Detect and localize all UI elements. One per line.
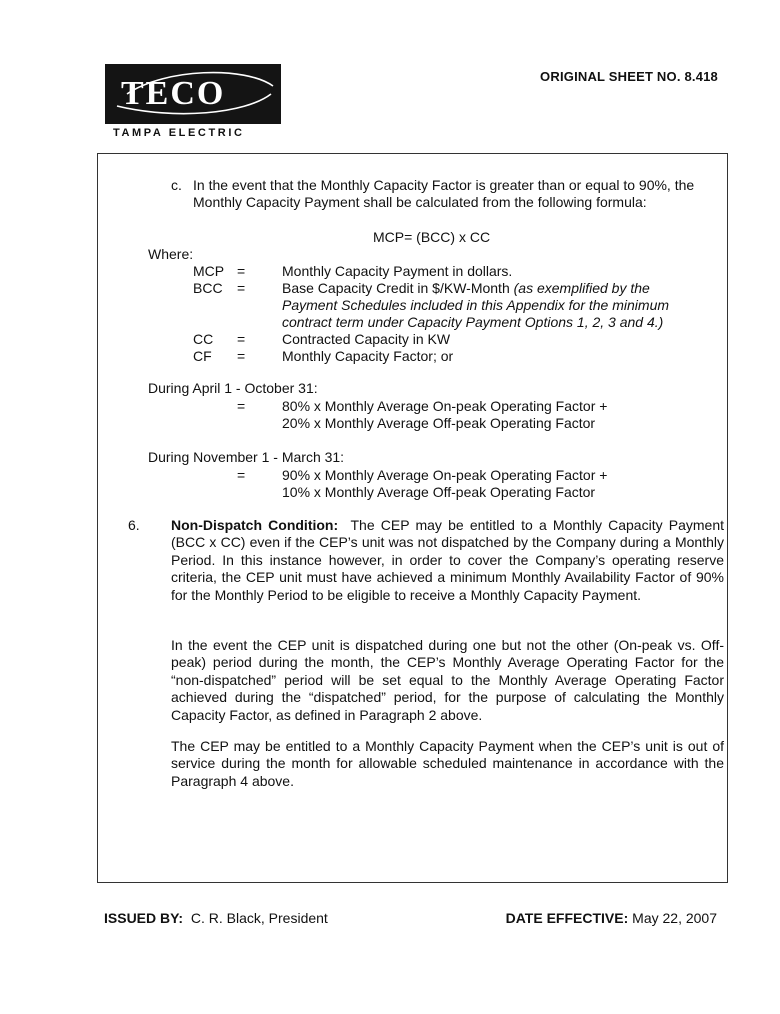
item-c-line2: Monthly Capacity Payment shall be calculated from the following formula: [193,194,647,210]
section-6-paragraph-3: The CEP may be entitled to a Monthly Capacity Payment when the CEP’s unit is out of service during the month for allowable scheduled maintenance in accordance with the Paragraph 4 above. [171,738,724,789]
section-6-paragraph-1 [171,517,724,604]
sheet-number: ORIGINAL SHEET NO. 8.418 [540,69,718,84]
def-term-cc: CC [193,331,214,347]
section-6-number: 6. [128,517,140,533]
company-logo [105,64,281,124]
date-effective [506,910,717,926]
def-eq-cf: = [237,348,246,364]
def-term-cf: CF [193,348,212,364]
logo-subtitle: TAMPA ELECTRIC [113,127,245,139]
period-summer-eq: = [237,398,246,414]
period-summer-line1: 80% x Monthly Average On-peak Operating Factor + [282,398,608,414]
def-text-bcc-line1 [282,280,650,297]
def-term-bcc: BCC [193,280,223,296]
def-eq-mcp: = [237,263,246,279]
def-text-cc: Contracted Capacity in KW [282,331,451,347]
date-effective-label: DATE EFFECTIVE: [505,910,629,926]
item-c-line1: In the event that the Monthly Capacity Factor is greater than or equal to 90%, the [193,177,695,193]
date-effective-value: May 22, 2007 [632,910,717,926]
def-text-mcp: Monthly Capacity Payment in dollars. [282,263,513,279]
issued-by-label: ISSUED BY: [104,910,184,926]
period-winter-eq: = [237,467,246,483]
section-6-heading: Non-Dispatch Condition: [171,517,339,533]
def-text-cf: Monthly Capacity Factor; or [282,348,454,364]
issued-by [104,910,328,926]
period-winter-line1: 90% x Monthly Average On-peak Operating Factor + [282,467,608,483]
section-6-para1-text: The CEP may be entitled to a Monthly Capacity Payment (BCC x CC) even if the CEP’s unit was not dispatched by the Company during a Monthly Period. In this instance however, in order to cover the Company’s operating reserve criteria, the CEP unit must have achieved a minimum Monthly Availability Factor of 90% for the Monthly Period to be eligible to receive a Monthly Capacity Payment. [171,517,724,603]
formula: MCP= (BCC) x CC [373,229,491,245]
period-winter-line2: 10% x Monthly Average Off-peak Operating Factor [282,484,596,500]
period-winter-label: During November 1 - March 31: [148,449,345,465]
def-term-mcp: MCP [193,263,225,279]
period-summer-line2: 20% x Monthly Average Off-peak Operating Factor [282,415,596,431]
issued-by-value: C. R. Black, President [190,910,328,926]
def-text-bcc-plain: Base Capacity Credit in $/KW-Month [282,280,510,296]
period-summer-label: During April 1 - October 31: [148,380,318,396]
def-eq-bcc: = [237,280,246,296]
def-text-bcc-italic: (as exemplified by the [513,280,650,296]
def-text-bcc-line2: Payment Schedules included in this Appendix for the minimum [282,297,670,313]
section-6-paragraph-2: In the event the CEP unit is dispatched during one but not the other (On-peak vs. Off- peak) period during the month, the CEP’s Monthly Average Operating Factor for the “non-dispatched” period will be set equal to the Monthly Average Operating Factor achieved during the “dispatched” period, for the purpose of calculating the Monthly Capacity Factor, as defined in Paragraph 2 above. [171,637,724,723]
def-eq-cc: = [237,331,246,347]
logo-text: TECO [121,75,226,112]
where-label: Where: [148,246,194,262]
item-c-marker: c. [171,177,182,193]
def-text-bcc-line3: contract term under Capacity Payment Options 1, 2, 3 and 4.) [282,314,664,330]
